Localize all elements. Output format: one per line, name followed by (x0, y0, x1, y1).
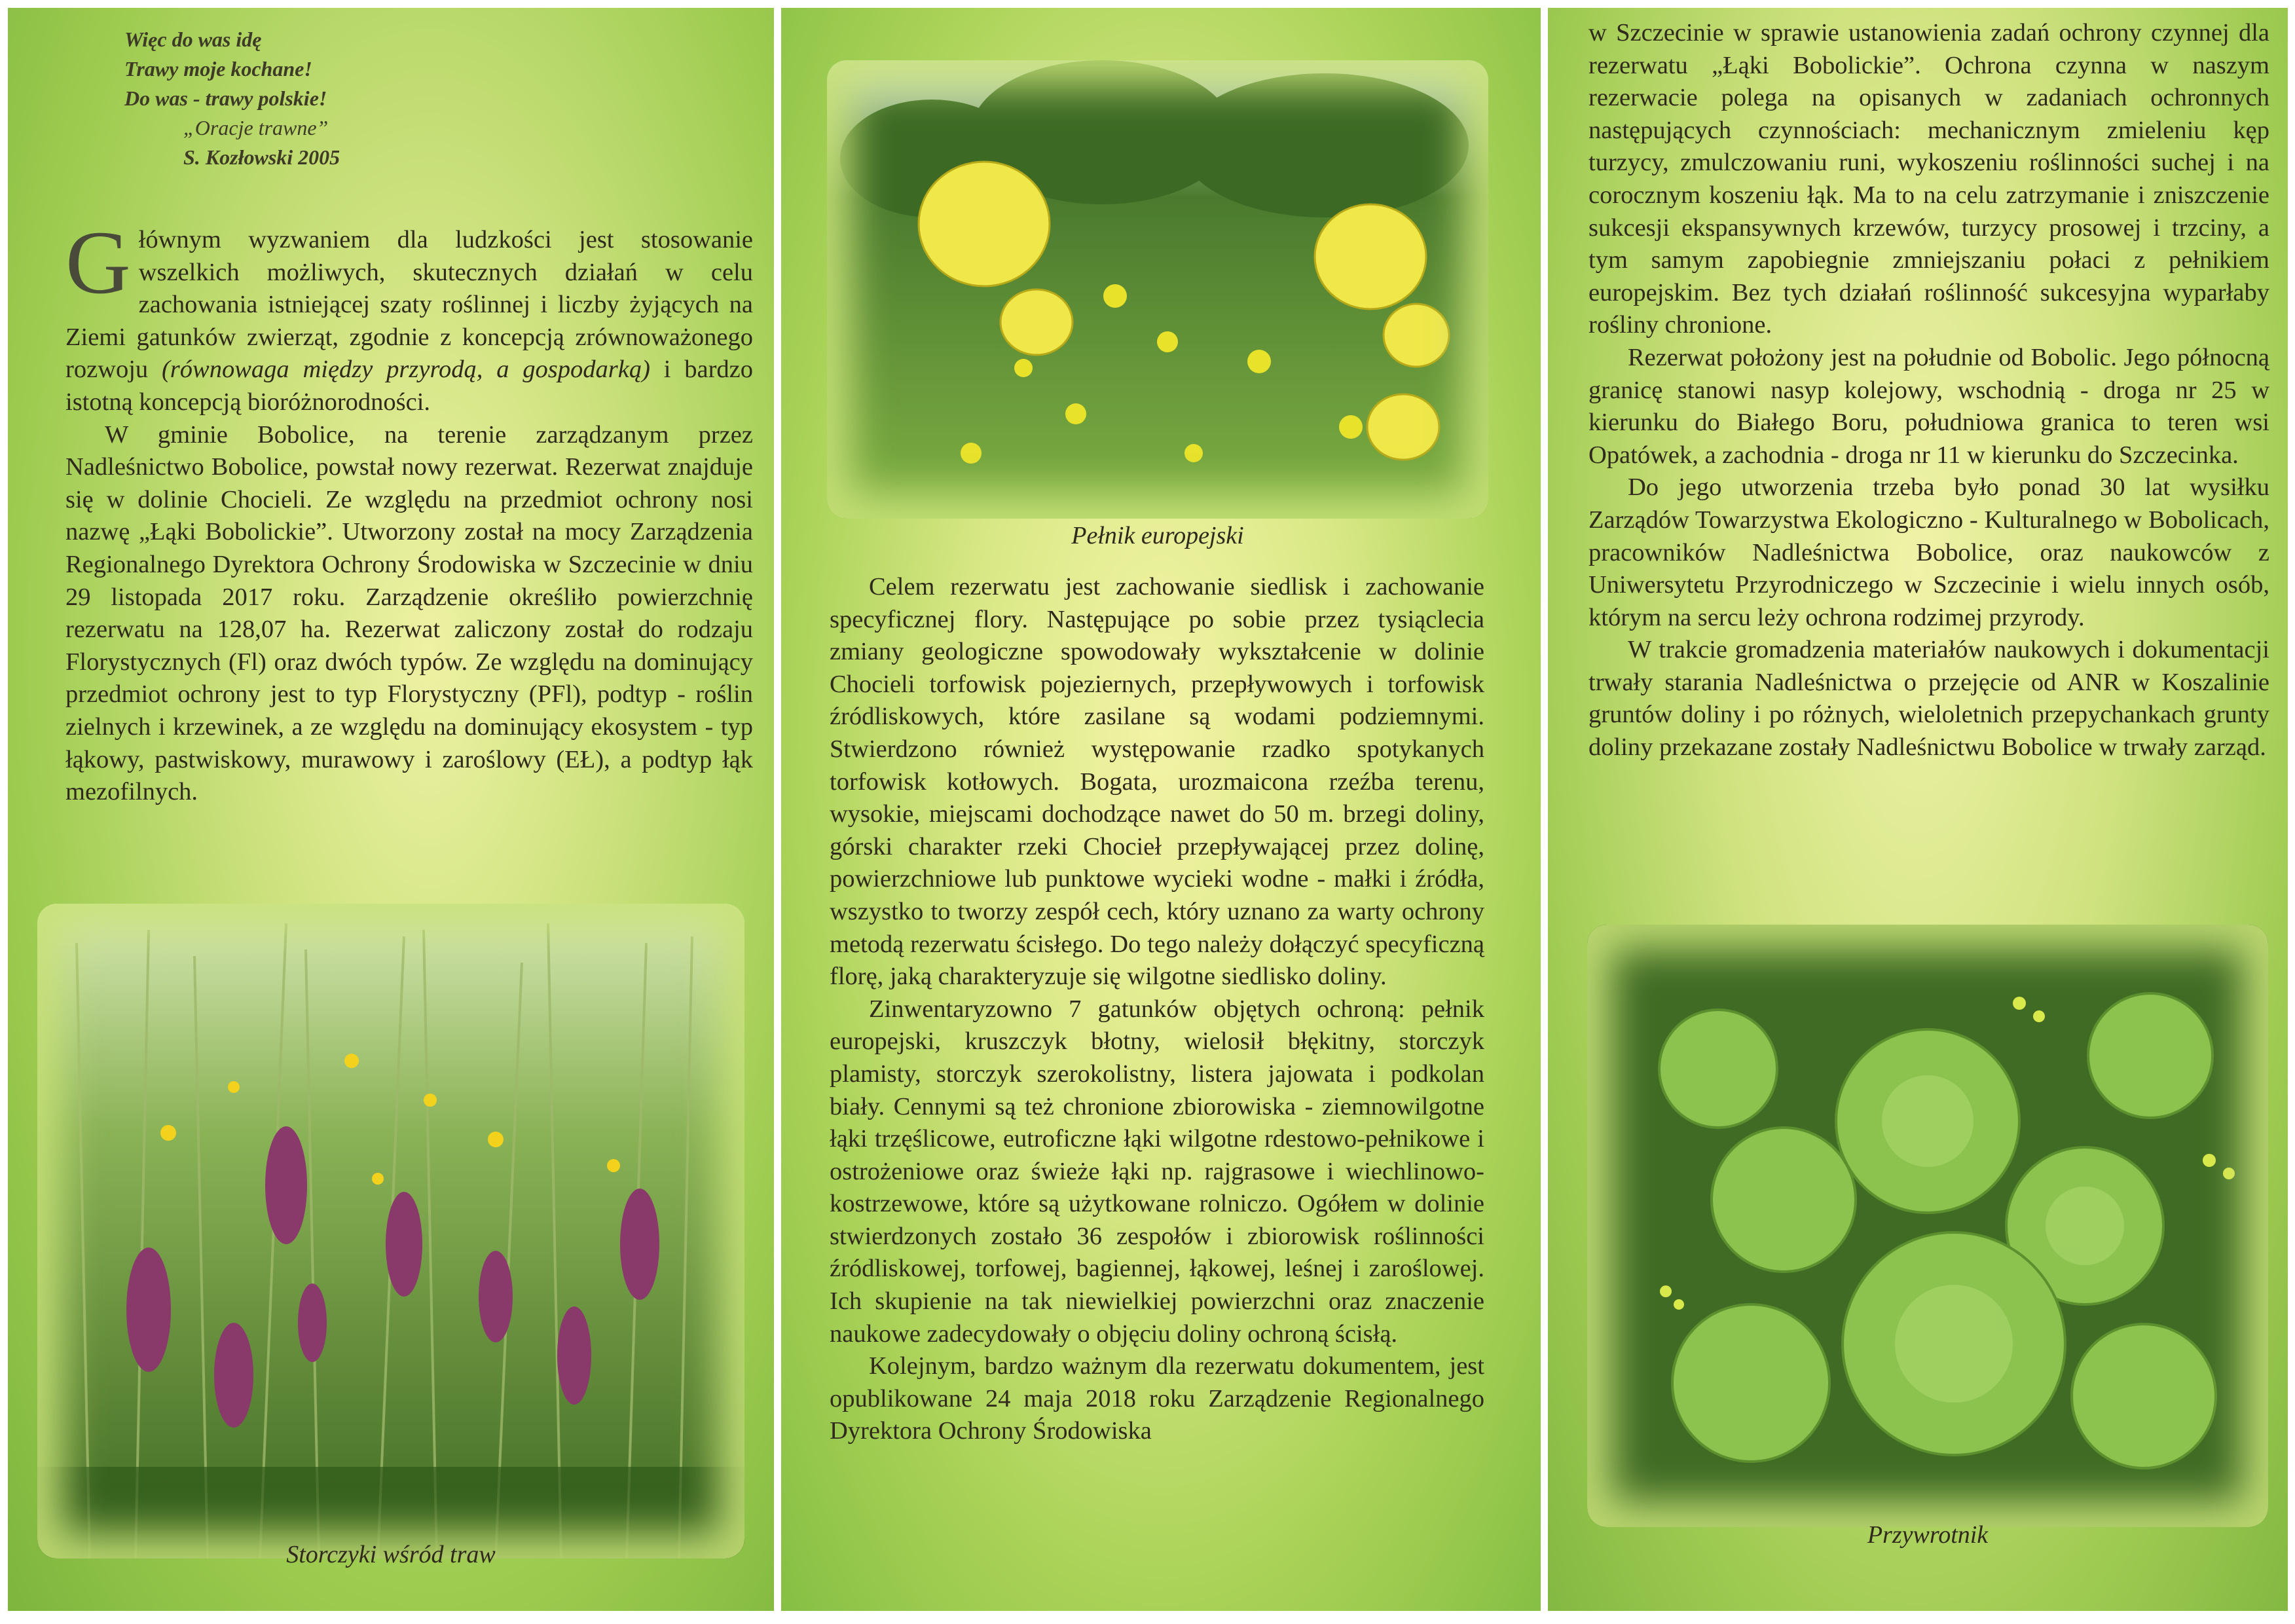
middle-paragraph-3: Kolejnym, bardzo ważnym dla rezerwatu dokumentem, jest opublikowane 24 maja 2018 roku Zarządzenie Regionalnego Dyrektora Ochrony Środowiska (830, 1352, 1484, 1445)
photo-lady-mantle (1587, 925, 2268, 1527)
caption-lady-mantle: Przywrotnik (1867, 1521, 1989, 1549)
caption-globe-flower: Pełnik europejski (1071, 522, 1244, 549)
orchids-illustration (37, 904, 744, 1559)
left-p1-c: i bardzo istotną koncepcją bioróżnorodności. (65, 356, 753, 416)
left-p1-a: Głównym wyzwaniem dla ludzkości jest stosowanie wszelkich możliwych, skutecznych działań w celu zachowania istniejącej szaty roślinnej i liczby żyjących na Ziemi gatunków zwierząt, zgodnie z koncepcją zrównoważonego rozwoju (65, 212, 753, 384)
middle-paragraph-1: Celem rezerwatu jest zachowanie siedlisk i zachowanie specyficznej flory. Następujące po sobie przez tysiąclecia zmiany geologiczne spowodowały wykształcenie w dolinie Chocieli torfowisk pojeziernych, przepływowych i torfowisk źródliskowych, które zasilane są wodami podziemnymi. Stwierdzono również występowanie rzadko spotykanych torfowisk kotłowych. Bogata, urozmaicona rzeźba terenu, wysokie, miejscami dochodzące nawet do 50 m. brzegi doliny, górski charakter rzeki Chocieł przepływającej przez dolinę, powierzchniowe lub punktowe wycieki wodne - małki i źródła, wszystko to tworzy zespół cech, który uznano za warty ochrony metodą rezerwatu ścisłego. Do tego należy dołączyć specyficzną florę, jaką charakteryzuje się wilgotne siedlisko doliny. (830, 573, 1484, 991)
panel-left (8, 8, 774, 1611)
globe-flower-illustration (827, 60, 1488, 519)
left-text (65, 212, 753, 809)
right-paragraph-3: Do jego utworzenia trzeba było ponad 30 lat wysiłku Zarządów Towarzystwa Ekologiczno - Kulturalnego w Bobolicach, pracowników Nadleśnictwa Bobolice, oraz naukowców z Uniwersytetu Przyrodniczego w Szczecinie i wielu innych osób, którym na sercu leży ochrona rodzimej przyrody. (1588, 473, 2269, 631)
motto (124, 25, 340, 172)
panel-right (1548, 8, 2288, 1611)
left-p1-b: (równowaga między przyrodą, a gospodarką) (161, 356, 650, 384)
motto-author: S. Kozłowski 2005 (183, 145, 340, 169)
motto-line-3: Do was - trawy polskie! (124, 86, 327, 110)
right-paragraph-1: w Szczecinie w sprawie ustanowienia zadań ochrony czynnej dla rezerwatu „Łąki Bobolickie”. Ochrona czynna w naszym rezerwacie polega na opisanych w zadaniach ochronnych następujących czynnościach: mechanicznym zmieleniu kęp turzycy, zmulczowaniu runi, wykoszeniu roślinności suchej i na corocznym koszeniu łąk. Ma to na celu zatrzymanie i zniszczenie sukcesji ekspansywnych krzewów, turzycy prosowej i trzciny, a tym samym zapobiegnie zmniejszaniu połaci z pełnikiem europejskim. Bez tych działań roślinność sukcesyjna wyparłaby rośliny chronione. (1588, 19, 2269, 339)
motto-title: „Oracje trawne” (183, 116, 329, 139)
right-paragraph-2: Rezerwat położony jest na południe od Bobolic. Jego północną granicę stanowi nasyp kolejowy, wschodnią - droga nr 25 w kierunku do Białego Boru, południowa granica to teren wsi Opatówek, a zachodnia - droga nr 11 w kierunku do Szczecinka. (1588, 343, 2269, 469)
caption-orchids: Storczyki wśród traw (286, 1541, 496, 1568)
photo-orchids (37, 904, 744, 1559)
motto-line-2: Trawy moje kochane! (124, 57, 312, 81)
panel-middle (781, 8, 1541, 1611)
photo-globe-flower (827, 60, 1488, 519)
left-paragraph-1 (65, 212, 753, 419)
middle-paragraph-2: Zinwentaryzowno 7 gatunków objętych ochroną: pełnik europejski, kruszczyk błotny, wielosił błękitny, storczyk plamisty, storczyk szerokolistny, listera jajowata i podkolan biały. Cennymi są też chronione zbiorowiska - ziemnowilgotne łąki trzęślicowe, eutroficzne łąki wilgotne rdestowo-pełnikowe i ostrożeniowe oraz świeże łąki np. rajgrasowe i wiechlinowo-kostrzewowe, które są użytkowane rolniczo. Ogółem w dolinie stwierdzonych zostało 36 zespołów i zbiorowisk roślinności źródliskowej, torfowej, bagiennej, łąkowej, leśnej i zaroślowej. Ich skupienie na tak niewielkiej powierzchni oraz znaczenie naukowe zadecydowały o objęciu doliny ochroną ścisłą. (830, 995, 1484, 1348)
middle-text (830, 571, 1484, 1448)
lady-mantle-illustration (1587, 925, 2268, 1527)
left-paragraph-2: W gminie Bobolice, na terenie zarządzanym przez Nadleśnictwo Bobolice, powstał nowy rezerwat. Rezerwat znajduje się w dolinie Chocieli. Ze względu na przedmiot ochrony nosi nazwę „Łąki Bobolickie”. Utworzony został na mocy Zarządzenia Regionalnego Dyrektora Ochrony Środowiska w Szczecinie w dniu 29 listopada 2017 roku. Zarządzenie określiło powierzchnię rezerwatu na 128,07 ha. Rezerwat zaliczony został do rodzaju Florystycznych (Fl) oraz dwóch typów. Ze względu na dominujący przedmiot ochrony jest to typ Florystyczny (PFl), podtyp - roślin zielnych i krzewinek, a ze względu na dominujący ekosystem - typ łąkowy, pastwiskowy, murawowy i zaroślowy (EŁ), a podtyp łąk mezofilnych. (65, 420, 753, 806)
right-paragraph-4: W trakcie gromadzenia materiałów naukowych i dokumentacji trwały starania Nadleśnictwa o przejęcie od ANR w Koszalinie gruntów doliny i po różnych, wieloletnich przepychankach grunty doliny przekazane zostały Nadleśnictwu Bobolice w trwały zarząd. (1588, 636, 2269, 762)
right-text (1588, 17, 2269, 764)
motto-line-1: Więc do was idę (124, 28, 262, 51)
